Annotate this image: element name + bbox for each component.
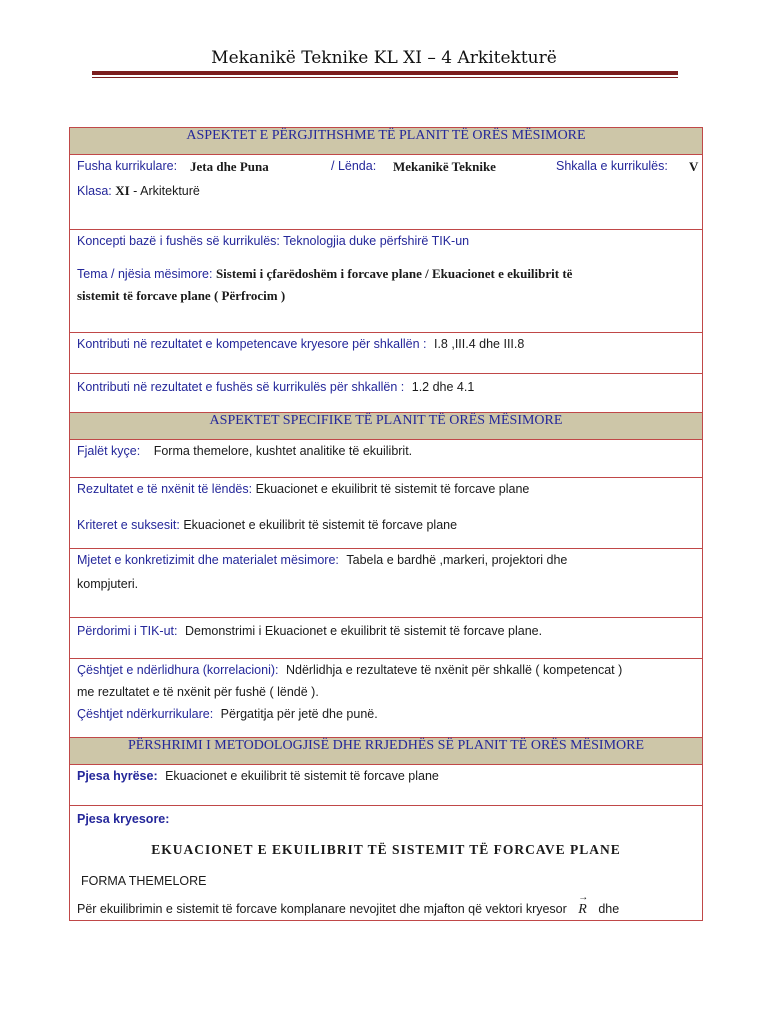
shkalla-label: Shkalla e kurrikulës:	[556, 159, 668, 173]
perdorimi-label: Përdorimi i TIK-ut:	[77, 624, 178, 638]
ceshtjet-value-line1: Ndërlidhja e rezultateve të nxënit për shkallë ( kompetencat )	[285, 663, 623, 677]
ceshtjet-label: Çështjet e ndërlidhura (korrelacioni):	[77, 663, 279, 677]
klasa-label: Klasa:	[77, 184, 112, 198]
header-rule-thick	[92, 71, 678, 75]
resultant-vector-symbol: → R	[578, 902, 587, 918]
perdorimi-value: Demonstrimi i Ekuacionet e ekuilibrit të sistemit të forcave plane.	[184, 624, 543, 638]
koncepti-label: Koncepti bazë i fushës së kurrikulës:	[77, 234, 280, 248]
paragraph-end: dhe	[598, 902, 620, 916]
kontributi-kompetencave-cell	[70, 333, 703, 374]
pjesa-hyrese-value: Ekuacionet e ekuilibrit të sistemit të forcave plane	[165, 769, 439, 783]
section-general-heading: ASPEKTET E PËRGJITHSHME TË PLANIT TË ORËS MËSIMORE	[70, 128, 703, 155]
general-info-cell	[70, 155, 703, 230]
document-title: Mekanikë Teknike KL XI – 4 Arkitekturë	[211, 48, 557, 68]
nderkurrikulare-value: Përgatitja për jetë dhe punë.	[220, 707, 378, 721]
kriteret-label: Kriteret e suksesit:	[77, 518, 180, 532]
kontributi2-value: 1.2 dhe 4.1	[411, 380, 475, 394]
section-specific-heading: ASPEKTET SPECIFIKE TË PLANIT TË ORËS MËSIMORE	[70, 413, 703, 440]
tema-label: Tema / njësia mësimore:	[77, 267, 213, 281]
lenda-value: Mekanikë Teknike	[393, 159, 496, 174]
rezultatet-kriteret-cell	[70, 478, 703, 549]
mjetet-value-line2: kompjuteri.	[77, 577, 139, 591]
shkalla-value: V	[689, 159, 699, 174]
perdorimi-tik-cell	[70, 618, 703, 659]
lesson-plan-table	[69, 127, 703, 921]
kriteret-value: Ekuacionet e ekuilibrit të sistemit të forcave plane	[183, 518, 458, 532]
kontributi2-label: Kontributi në rezultatet e fushës së kurrikulës për shkallën :	[77, 380, 405, 394]
mjetet-label: Mjetet e konkretizimit dhe materialet mësimore:	[77, 553, 339, 567]
fusha-value: Jeta dhe Puna	[190, 159, 269, 174]
fjalet-label: Fjalët kyçe:	[77, 444, 141, 458]
koncepti-value: Teknologjia duke përfshirë TIK-un	[283, 234, 470, 248]
kontributi-fushes-cell	[70, 374, 703, 413]
tema-value-line2: sistemit të forcave plane ( Përfrocim )	[77, 288, 286, 303]
ceshtjet-value-line2: me rezultatet e të nxënit për fushë ( lëndë ).	[77, 685, 319, 699]
klasa-value: XI	[115, 183, 130, 198]
rezultatet-label: Rezultatet e të nxënit të lëndës:	[77, 482, 253, 496]
mjetet-value-line1: Tabela e bardhë ,markeri, projektori dhe	[346, 553, 568, 567]
section-method-heading: PËRSHRIMI I METODOLOGJISË DHE RRJEDHËS SË PLANIT TË ORËS MËSIMORE	[70, 738, 703, 765]
pjesa-hyrese-label: Pjesa hyrëse:	[77, 769, 158, 783]
rezultatet-value: Ekuacionet e ekuilibrit të sistemit të forcave plane	[255, 482, 530, 496]
pjesa-kryesore-label: Pjesa kryesore:	[77, 812, 170, 826]
klasa-suffix: - Arkitekturë	[133, 184, 200, 198]
pjesa-kryesore-cell	[70, 806, 703, 921]
ceshtjet-cell	[70, 659, 703, 738]
mjetet-cell	[70, 549, 703, 618]
kontributi1-value: I.8 ,III.4 dhe III.8	[433, 337, 525, 351]
header-rule-thin	[92, 77, 678, 78]
fusha-label: Fusha kurrikulare:	[77, 159, 178, 173]
kontributi1-label: Kontributi në rezultatet e kompetencave kryesore për shkallën :	[77, 337, 427, 351]
paragraph-start: Për ekuilibrimin e sistemit të forcave komplanare nevojitet dhe mjafton që vektori kryesor	[77, 902, 567, 916]
pjesa-hyrese-cell	[70, 765, 703, 806]
koncepti-tema-cell	[70, 230, 703, 333]
forma-themelore-label: FORMA THEMELORE	[81, 874, 207, 888]
ekuacionet-heading: EKUACIONET E EKUILIBRIT TË SISTEMIT TË FORCAVE PLANE	[151, 842, 621, 857]
fjalet-kyce-cell	[70, 440, 703, 478]
tema-value-line1: Sistemi i çfarëdoshëm i forcave plane / Ekuacionet e ekuilibrit të	[215, 266, 573, 281]
lenda-label: / Lënda:	[331, 159, 377, 173]
fjalet-value: Forma themelore, kushtet analitike të ekuilibrit.	[153, 444, 413, 458]
nderkurrikulare-label: Çështjet ndërkurrikulare:	[77, 707, 214, 721]
